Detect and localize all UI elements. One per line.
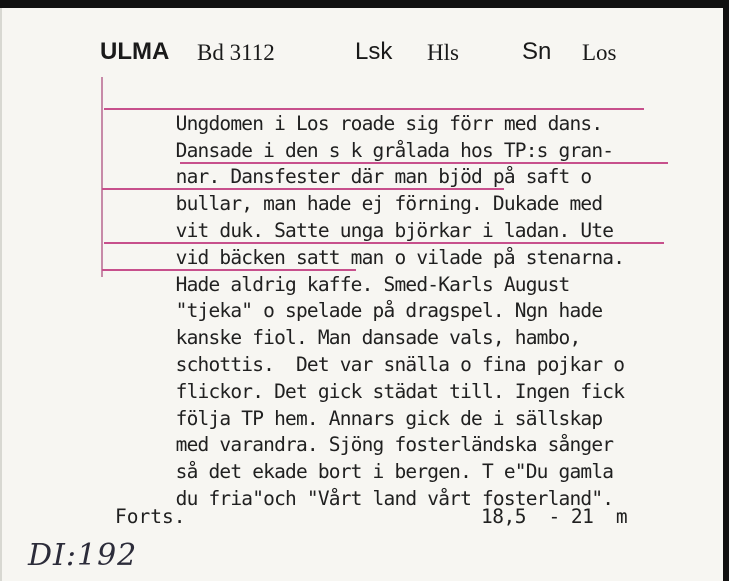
body-line: schottis. Det var snälla o fina pojkar o: [175, 352, 625, 376]
body-line: Hade aldrig kaffe. Smed-Karls August: [110, 245, 710, 272]
body-line: du fria"och "Vårt land vårt fosterland".: [175, 486, 614, 510]
underline-mark: [104, 242, 664, 244]
province-label: Lsk: [355, 38, 393, 65]
card-footer: [115, 505, 675, 531]
underline-mark: [102, 269, 356, 271]
body-line: vit duk. Satte unga björkar i ladan. Ute: [175, 218, 614, 242]
index-card: [0, 8, 723, 581]
parish-label: Sn: [522, 38, 552, 65]
measurement-range: 18,5 - 21 m: [481, 505, 628, 528]
body-line: flickor. Det gick städat till. Ingen fick: [175, 379, 625, 403]
parish-value: Los: [582, 40, 617, 65]
body-line: med varandra. Sjöng fosterländska sånger: [175, 433, 614, 457]
card-header: [2, 38, 723, 70]
body-line: bullar, man hade ej förning. Dukade med: [110, 164, 710, 191]
underline-mark: [180, 162, 668, 164]
province-value: Hls: [427, 40, 459, 65]
body-line: vid bäcken satt man o vilade på stenarna.: [110, 218, 710, 245]
body-line: följa TP hem. Annars gick de i sällskap: [175, 406, 603, 430]
body-line: nar. Dansfester där man bjöd på saft o: [110, 138, 710, 165]
body-line: kanske fiol. Man dansade vals, hambo,: [175, 326, 581, 350]
margin-marker-line: [101, 77, 103, 277]
underline-mark: [104, 108, 644, 110]
body-line: Ungdomen i Los roade sig förr med dans.: [110, 84, 710, 111]
body-line: "tjeka" o spelade på dragspel. Ngn hade: [175, 299, 603, 323]
archive-code: ULMA: [100, 38, 170, 65]
handwritten-number: DI:192: [28, 538, 138, 573]
underline-mark: [102, 188, 504, 190]
typed-body-text: [110, 84, 710, 510]
body-line: så det ekade bort i bergen. T e"Du gamla: [175, 460, 614, 484]
body-line: Dansade i den s k grålada hos TP:s gran-: [175, 138, 614, 162]
continued-note: Forts.: [115, 505, 186, 528]
volume-number: Bd 3112: [197, 40, 275, 65]
